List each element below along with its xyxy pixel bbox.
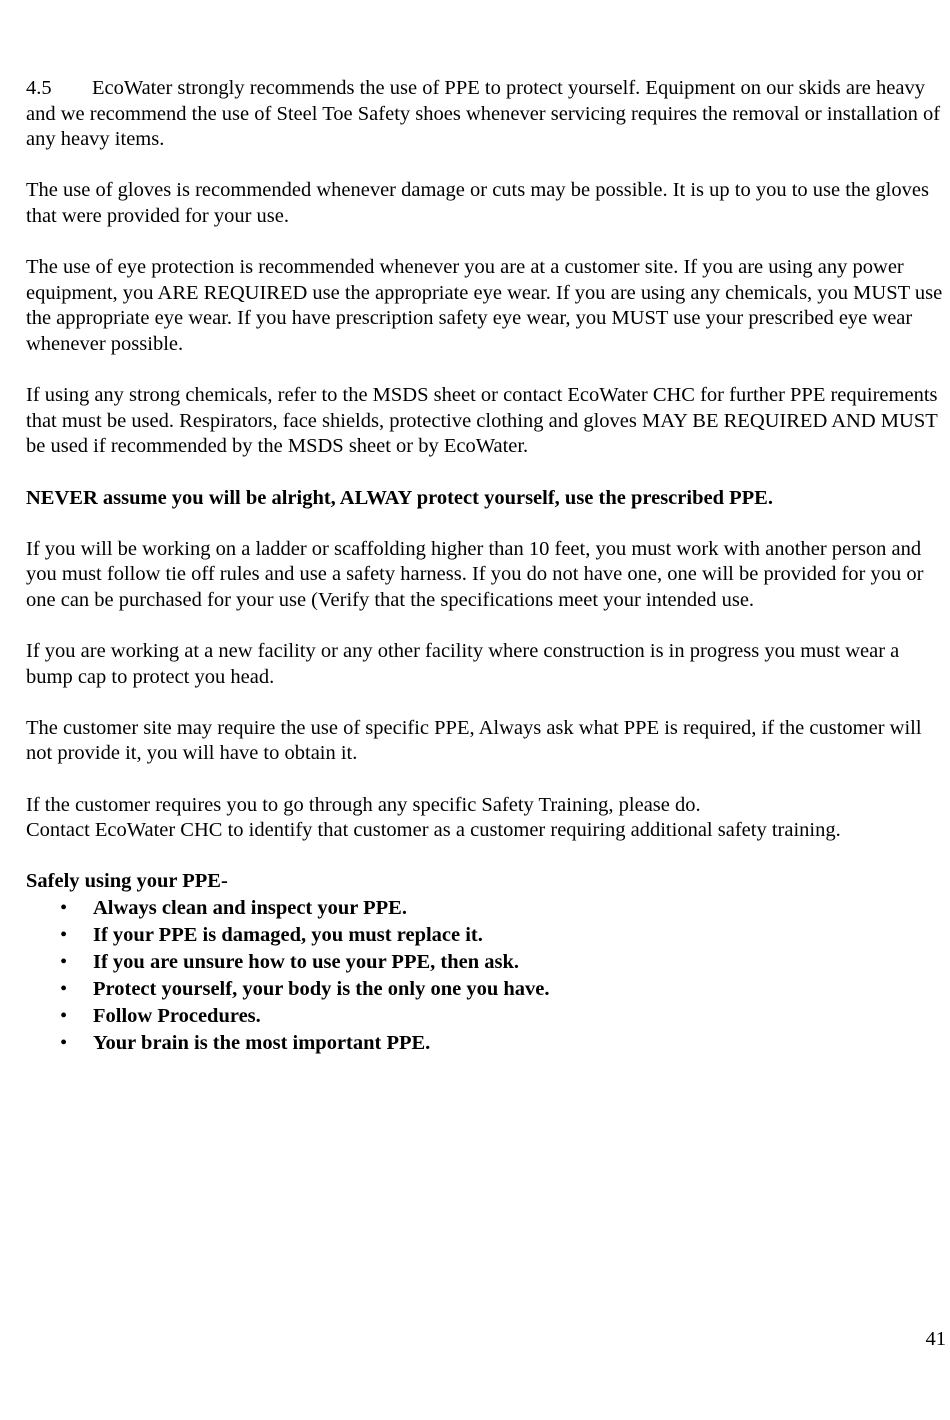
bullet-icon: • xyxy=(60,1005,68,1027)
list-item-text: If you are unsure how to use your PPE, then ask. xyxy=(93,951,520,973)
ppe-bullet-list xyxy=(26,895,948,1057)
section-4-5-paragraph xyxy=(26,76,948,153)
chemicals-paragraph: If using any strong chemicals, refer to the MSDS sheet or contact EcoWater CHC for further PPE requirements that must be used. Respirators, face shields, protective clothing and gloves MAY BE REQUIRED AND MUST be used if recommended by the MSDS sheet or by EcoWater. xyxy=(26,384,938,458)
training-line-2: Contact EcoWater CHC to identify that customer as a customer requiring additional safety training. xyxy=(26,819,841,842)
list-item xyxy=(26,976,948,1003)
gloves-paragraph: The use of gloves is recommended whenever damage or cuts may be possible. It is up to you to use the gloves that were provided for your use. xyxy=(26,179,929,227)
list-item-text: Your brain is the most important PPE. xyxy=(93,1032,431,1054)
bullet-icon: • xyxy=(60,1032,68,1054)
section-number: 4.5 xyxy=(26,77,52,99)
eye-protection-paragraph: The use of eye protection is recommended whenever you are at a customer site. If you are using any power equipment, you ARE REQUIRED use the appropriate eye wear. If you are using any chemicals, you MUST use the appropriate eye wear. If you have prescription safety eye wear, you MUST use your prescribed eye wear whenever possible. xyxy=(26,256,943,355)
document-page xyxy=(26,76,948,1057)
bullet-icon: • xyxy=(60,951,68,973)
never-assume-warning: NEVER assume you will be alright, ALWAY protect yourself, use the prescribed PPE. xyxy=(26,486,773,509)
bullet-icon: • xyxy=(60,897,68,919)
list-item-text: If your PPE is damaged, you must replace it. xyxy=(93,924,483,946)
bullet-icon: • xyxy=(60,978,68,1000)
section-intro-text: EcoWater strongly recommends the use of PPE to protect yourself. Equipment on our skids are heavy and we recommend the use of Steel Toe Safety shoes whenever servicing requires the removal or installation of any heavy items. xyxy=(26,77,941,151)
list-item xyxy=(26,1003,948,1030)
safely-using-heading: Safely using your PPE- xyxy=(26,870,228,893)
ladder-paragraph: If you will be working on a ladder or scaffolding higher than 10 feet, you must work with another person and you must follow tie off rules and use a safety harness. If you do not have one, one will be provided for you or one can be purchased for your use (Verify that the specifications meet your intended use. xyxy=(26,537,924,611)
list-item xyxy=(26,895,948,922)
training-line-1: If the customer requires you to go through any specific Safety Training, please do. xyxy=(26,793,701,816)
list-item-text: Always clean and inspect your PPE. xyxy=(93,897,407,919)
list-item-text: Follow Procedures. xyxy=(93,1005,261,1027)
page-number: 41 xyxy=(925,1328,946,1350)
bump-cap-paragraph: If you are working at a new facility or any other facility where construction is in progress you must wear a bump cap to protect you head. xyxy=(26,640,900,688)
list-item xyxy=(26,1030,948,1057)
list-item-text: Protect yourself, your body is the only one you have. xyxy=(93,978,550,1000)
list-item xyxy=(26,922,948,949)
list-item xyxy=(26,949,948,976)
bullet-icon: • xyxy=(60,924,68,946)
customer-site-paragraph: The customer site may require the use of specific PPE, Always ask what PPE is required, if the customer will not provide it, you will have to obtain it. xyxy=(26,716,922,765)
